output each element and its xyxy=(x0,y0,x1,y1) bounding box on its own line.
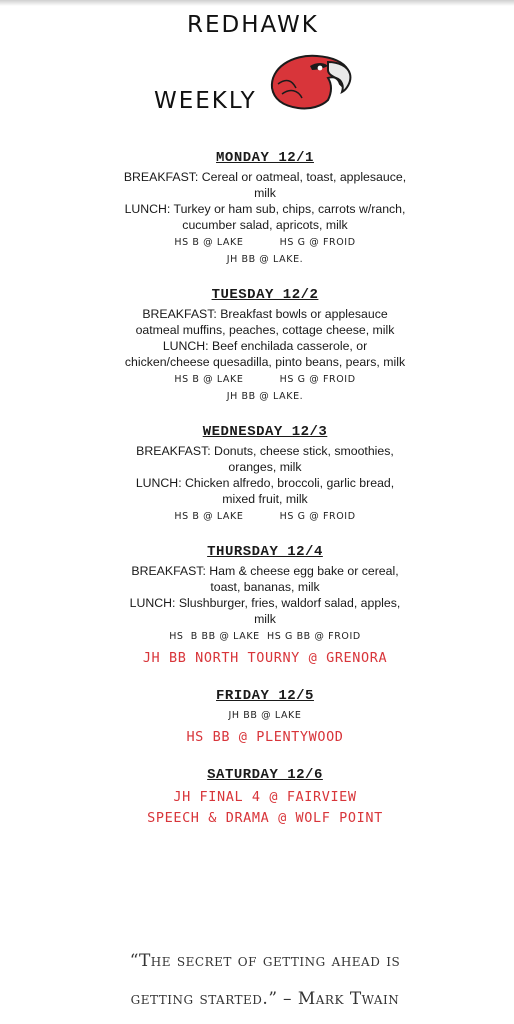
day-monday xyxy=(120,150,410,268)
special-event: SPEECH & DRAMA @ WOLF POINT xyxy=(147,810,383,826)
event-item: JH BB @ LAKE. xyxy=(226,391,304,402)
day-saturday xyxy=(120,767,410,829)
event-list xyxy=(120,707,410,724)
day-thursday xyxy=(120,544,410,669)
lunch-menu: LUNCH: Beef enchilada casserole, or chicken/cheese quesadilla, pinto beans, pears, milk xyxy=(124,339,406,369)
quote-author: – Mark Twain xyxy=(282,989,400,1009)
event-item: HS B BB @ LAKE HS G BB @ FROID xyxy=(169,631,361,642)
breakfast-menu: BREAKFAST: Cereal or oatmeal, toast, applesauce, milk xyxy=(123,170,407,200)
event-item: JH BB @ LAKE xyxy=(228,710,302,721)
title-weekly: WEEKLY xyxy=(154,88,257,114)
breakfast-menu: BREAKFAST: Donuts, cheese stick, smoothies, oranges, milk xyxy=(136,444,394,474)
day-tuesday xyxy=(120,287,410,405)
redhawk-head-icon xyxy=(262,48,352,112)
weekly-schedule xyxy=(120,150,410,848)
day-wednesday xyxy=(120,424,410,525)
event-item: HS B @ LAKE HS G @ FROID xyxy=(174,237,356,248)
day-title: MONDAY 12/1 xyxy=(216,150,314,166)
event-list xyxy=(120,508,410,525)
event-list xyxy=(120,234,410,268)
event-item: HS B @ LAKE HS G @ FROID xyxy=(174,374,356,385)
lunch-menu: LUNCH: Chicken alfredo, broccoli, garlic bread, mixed fruit, milk xyxy=(135,476,395,506)
event-item: HS B @ LAKE HS G @ FROID xyxy=(174,511,356,522)
day-title: SATURDAY 12/6 xyxy=(207,767,323,783)
event-item: JH BB @ LAKE. xyxy=(226,254,304,265)
event-list xyxy=(120,628,410,645)
special-event: JH BB NORTH TOURNY @ GRENORA xyxy=(142,650,388,666)
top-shadow-divider xyxy=(0,0,514,6)
day-title: THURSDAY 12/4 xyxy=(207,544,323,560)
quote-block xyxy=(120,942,410,1018)
event-list xyxy=(120,371,410,405)
quote-text: “The secret of getting ahead is getting started.” xyxy=(129,951,401,1009)
special-event: JH FINAL 4 @ FAIRVIEW xyxy=(173,789,357,805)
lunch-menu: LUNCH: Slushburger, fries, waldorf salad, apples, milk xyxy=(129,596,401,626)
breakfast-menu: BREAKFAST: Breakfast bowls or applesauce oatmeal muffins, peaches, cottage cheese, milk xyxy=(135,307,395,337)
special-event: HS BB @ PLENTYWOOD xyxy=(186,729,344,745)
day-title: WEDNESDAY 12/3 xyxy=(202,424,328,440)
breakfast-menu: BREAKFAST: Ham & cheese egg bake or cereal, toast, bananas, milk xyxy=(131,564,399,594)
day-title: TUESDAY 12/2 xyxy=(211,287,319,303)
title-redhawk: REDHAWK xyxy=(187,12,319,38)
lunch-menu: LUNCH: Turkey or ham sub, chips, carrots w/ranch, cucumber salad, apricots, milk xyxy=(124,202,406,232)
day-friday xyxy=(120,688,410,748)
day-title: FRIDAY 12/5 xyxy=(216,688,314,704)
